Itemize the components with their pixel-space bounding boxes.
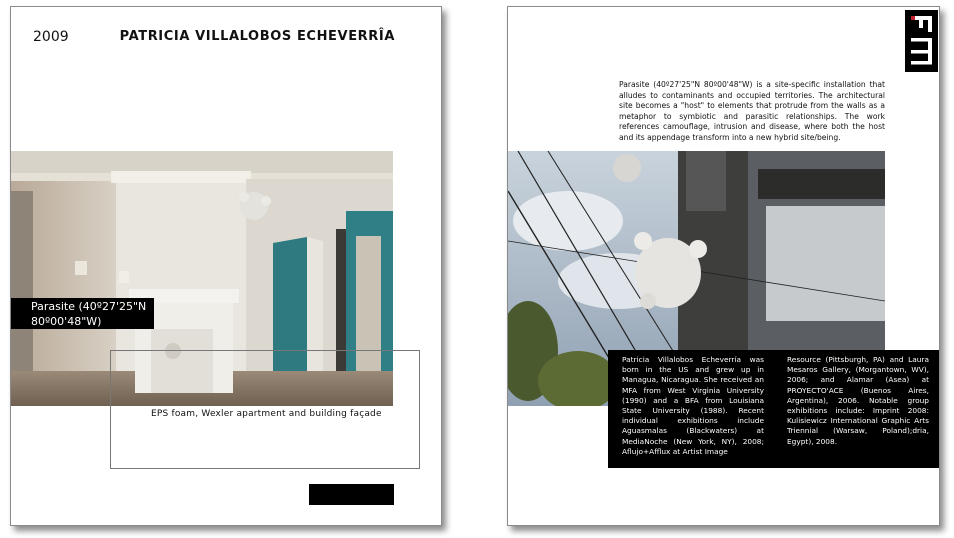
title-line-2: 80º00'48"W): [31, 315, 102, 328]
photo-caption: EPS foam, Wexler apartment and building façade: [151, 409, 382, 419]
project-description: Parasite (40º27'25"N 80º00'48"W) is a site-specific installation that alludes to contaminants and occupied territories. The architectural site becomes a "host" to elements that protrude from the walls as a metaphor to symbiotic and parasitic relationships. The work references camouflage, intrusion and disease, where both the host and its appendage transform into a new hybrid site/being.: [619, 80, 885, 142]
right-page: [507, 6, 940, 526]
fw-logo: [905, 10, 938, 72]
artist-name: PATRICIA VILLALOBOS ECHEVERRÎA: [119, 29, 395, 44]
black-bar: [309, 484, 394, 505]
bio-column-2: Resource (Pittsburgh, PA) and Laura Mesaros Gallery, (Morgantown, WV), 2006; and Alamar (Asea) at PROYECTO'ACE (Buenos Aires, Argentina), 2006. Notable group exhibitions include: Imprint 2008: Kulisiewicz International Graphic Arts Triennial (Warsaw, Poland);dria, Egypt), 2008.: [787, 355, 929, 446]
left-page: [10, 6, 442, 526]
year-label: 2009: [33, 29, 69, 45]
bio-column-1: Patricia Villalobos Echeverría was born in the US and grew up in Managua, Nicaragua. She received an MFA from West Virginia University (1990) and a BFA from Louisiana State University (1988). Recent individual exhibitions include Aguasmalas (Blackwaters) at MediaNoche (New York, NY), 2008; Aflujo+Afflux at Artist Image: [622, 355, 764, 456]
title-line-1: Parasite (40º27'25"N: [31, 300, 147, 313]
artwork-title-tag: [11, 298, 154, 329]
artist-bio-panel: [608, 350, 939, 468]
fw-logo-mark: [905, 10, 938, 72]
